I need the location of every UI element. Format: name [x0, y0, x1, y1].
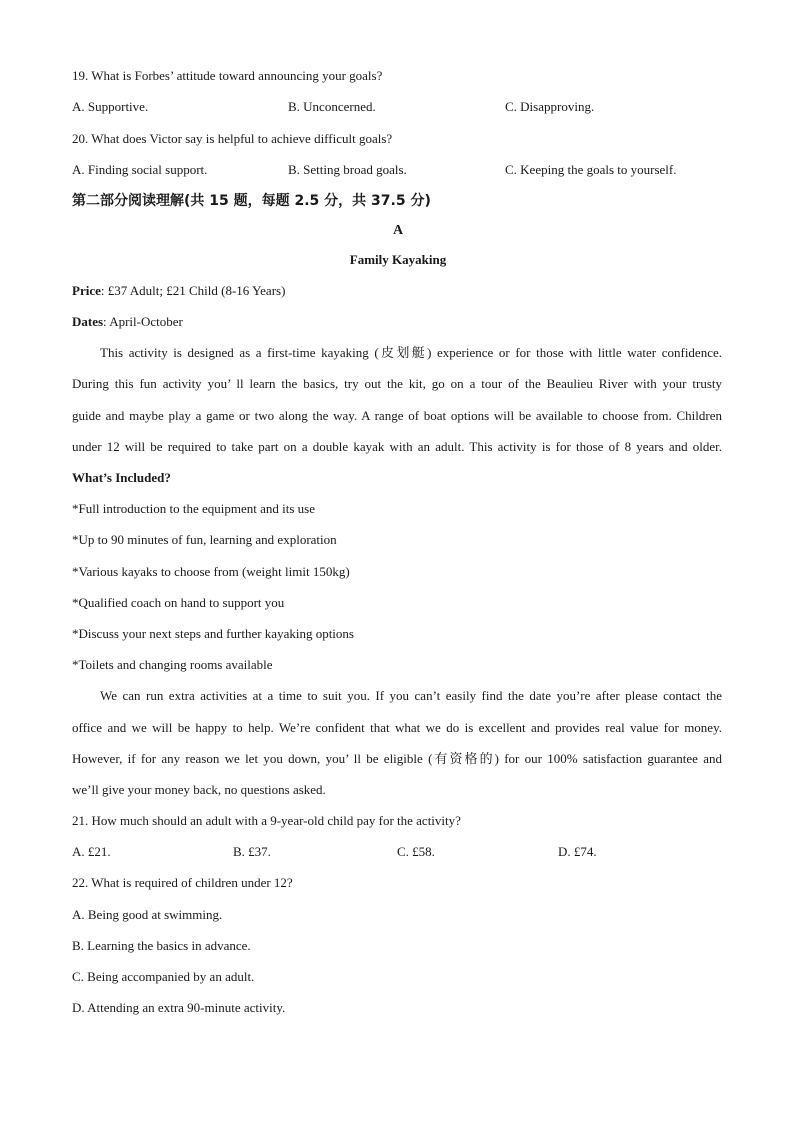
q19-option-b: B. Unconcerned.: [288, 99, 376, 114]
dates-line: [72, 312, 724, 332]
para2-line-4: we’ll give your money back, no questions asked.: [72, 782, 326, 797]
dates-label: Dates: [72, 314, 104, 329]
included-item: *Up to 90 minutes of fun, learning and exploration: [72, 532, 337, 547]
q19-option-a: A. Supportive.: [72, 99, 149, 114]
q22-option-b: B. Learning the basics in advance.: [72, 938, 251, 953]
included-item: *Discuss your next steps and further kayaking options: [72, 626, 354, 641]
para1-line-1: This activity is designed as a first-time kayaking (皮划艇) experience or for those with little water confidence.: [100, 345, 722, 360]
section-heading: 第二部分阅读理解(共 15 题，每题 2.5 分，共 37.5 分): [72, 193, 431, 209]
q19-question: 19. What is Forbes’ attitude toward announcing your goals?: [72, 68, 383, 83]
q21-option-d: D. £74.: [558, 844, 597, 859]
dates-value: : April-October: [103, 314, 183, 329]
included-item: *Qualified coach on hand to support you: [72, 595, 285, 610]
q22-question: 22. What is required of children under 12?: [72, 875, 293, 890]
price-value: : £37 Adult; £21 Child (8-16 Years): [100, 283, 286, 298]
price-line: [72, 281, 724, 301]
included-heading: What’s Included?: [72, 470, 171, 485]
q21-option-a: A. £21.: [72, 844, 111, 859]
included-item: *Toilets and changing rooms available: [72, 657, 273, 672]
included-item: *Various kayaks to choose from (weight limit 150kg): [72, 564, 350, 579]
para2-line-2: office and we will be happy to help. We’re confident that what we do is excellent and provides real value for money.: [72, 720, 722, 735]
q20-question: 20. What does Victor say is helpful to achieve difficult goals?: [72, 131, 393, 146]
q21-option-c: C. £58.: [397, 844, 435, 859]
para1-line-3: guide and maybe play a game or two along the way. A range of boat options will be available to choose from. Children: [72, 408, 722, 423]
passage-letter: A: [392, 223, 404, 238]
para2-line-3: However, if for any reason we let you down, you’ ll be eligible (有资格的) for our 100% satisfaction guarantee and: [72, 751, 722, 766]
para2-line-1: We can run extra activities at a time to suit you. If you can’t easily find the date you’re after please contact the: [100, 688, 722, 703]
included-item: *Full introduction to the equipment and its use: [72, 501, 316, 516]
passage-title: Family Kayaking: [349, 252, 447, 267]
q22-option-a: A. Being good at swimming.: [72, 907, 223, 922]
para1-line-4: under 12 will be required to take part on a double kayak with an adult. This activity is for those of 8 years and older.: [72, 439, 722, 454]
q22-option-c: C. Being accompanied by an adult.: [72, 969, 255, 984]
q22-option-d: D. Attending an extra 90-minute activity.: [72, 1000, 286, 1015]
price-label: Price: [72, 283, 101, 298]
q21-question: 21. How much should an adult with a 9-year-old child pay for the activity?: [72, 813, 461, 828]
q20-option-a: A. Finding social support.: [72, 162, 208, 177]
q20-option-b: B. Setting broad goals.: [288, 162, 407, 177]
q20-option-c: C. Keeping the goals to yourself.: [505, 162, 677, 177]
q21-option-b: B. £37.: [233, 844, 271, 859]
para1-line-2: During this fun activity you’ ll learn the basics, try out the kit, go on a tour of the Beaulieu River with your trusty: [72, 376, 722, 391]
q19-option-c: C. Disapproving.: [505, 99, 595, 114]
